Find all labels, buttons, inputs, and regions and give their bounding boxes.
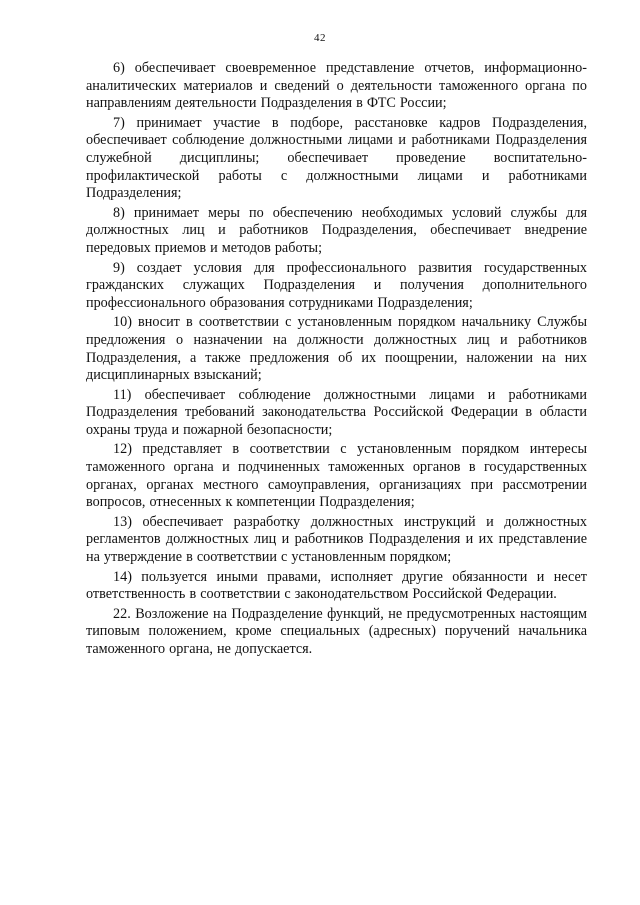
list-item-6: 6) обеспечивает своевременное представление отчетов, информационно-аналитических материалов и сведений о деятельности таможенного органа по направлениям деятельности Подразделения в ФТС России; bbox=[86, 60, 587, 112]
list-item-8: 8) принимает меры по обеспечению необходимых условий службы для должностных лиц и работников Подразделения, обеспечивает внедрение передовых приемов и методов работы; bbox=[86, 204, 587, 256]
document-body bbox=[86, 60, 587, 661]
page-number: 42 bbox=[314, 32, 326, 44]
list-item-12: 12) представляет в соответствии с установленным порядком интересы таможенного органа и подчиненных таможенных органов в государственных органах, органах местного самоуправления, организациях при рассмотрении вопросов, отнесенных к компетенции Подразделения; bbox=[86, 441, 587, 511]
list-item-11: 11) обеспечивает соблюдение должностными лицами и работниками Подразделения требований законодательства Российской Федерации в области охраны труда и пожарной безопасности; bbox=[86, 386, 587, 438]
list-item-14: 14) пользуется иными правами, исполняет другие обязанности и несет ответственность в соответствии с законодательством Российской Федерации. bbox=[86, 568, 587, 603]
list-item-13: 13) обеспечивает разработку должностных инструкций и должностных регламентов должностных лиц и работников Подразделения и их представление на утверждение в соответствии с установленным порядком; bbox=[86, 513, 587, 566]
list-item-9: 9) создает условия для профессионального развития государственных гражданских служащих Подразделения и получения дополнительного профессионального образования сотрудниками Подразделения; bbox=[86, 259, 587, 311]
list-item-7: 7) принимает участие в подборе, расстановке кадров Подразделения, обеспечивает соблюдение должностными лицами и работниками Подразделения служебной дисциплины; обеспечивает проведение воспитательно-профилактической работы с должностными лицами и работниками Подразделения; bbox=[86, 114, 587, 202]
section-22: 22. Возложение на Подразделение функций, не предусмотренных настоящим типовым положением, кроме специальных (адресных) поручений начальника таможенного органа, не допускается. bbox=[86, 605, 587, 657]
list-item-10: 10) вносит в соответствии с установленным порядком начальнику Службы предложения о назначении на должности должностных лиц и работников Подразделения, а также предложения об их поощрении, наложении на них дисциплинарных взысканий; bbox=[86, 314, 587, 384]
